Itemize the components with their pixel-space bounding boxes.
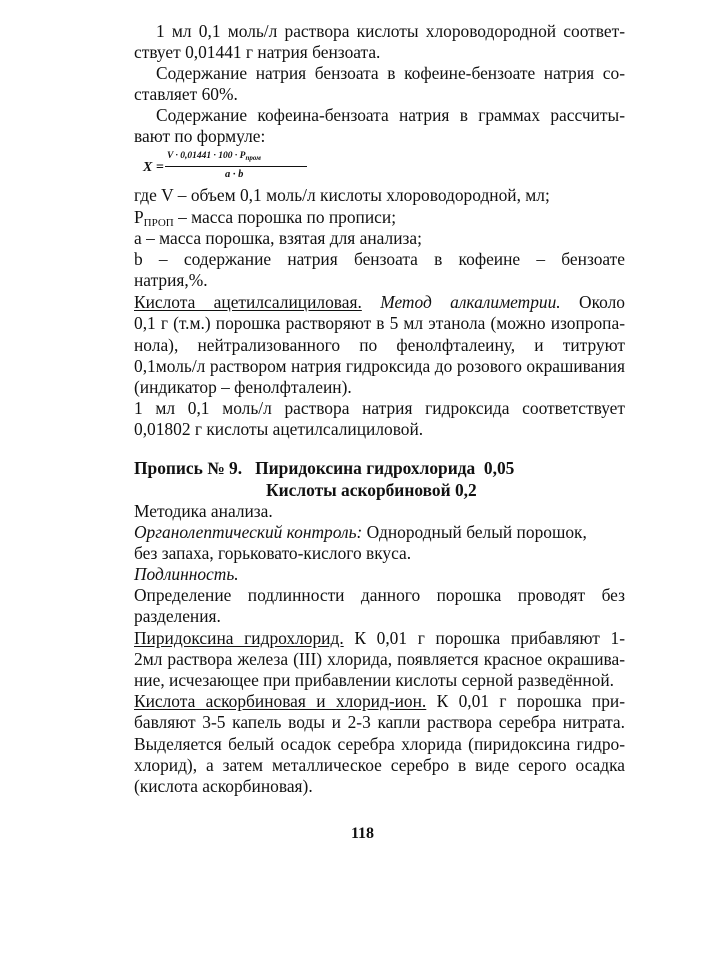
- recipe-heading-2: Кислоты аскорбиновой 0,2: [266, 480, 477, 500]
- organoleptic-line: Органолептический контроль: Однородный белый порошок,: [134, 522, 587, 542]
- paragraph-line: ставляет 60%.: [134, 84, 238, 104]
- formula-lhs: X =: [143, 160, 164, 175]
- authenticity-heading: Подлинность.: [134, 564, 239, 584]
- benzoate-formula: [143, 151, 323, 187]
- analysis-method: Методика анализа.: [134, 501, 273, 521]
- definition-b: b – содержание натрия бензоата в кофеине – бензоате: [134, 249, 625, 269]
- definition-b-cont: натрия,%.: [134, 270, 208, 290]
- definition-a: а – масса порошка, взятая для анализа;: [134, 228, 422, 248]
- acetyl-title: Кислота ацетилсалициловая.: [134, 292, 362, 312]
- paragraph-line: Выделяется белый осадок серебра хлорида (пиридоксина гидро-: [134, 734, 625, 754]
- formula-numerator: $V \cdot 0,01441 \cdot 100 \cdot P_{пром}$: [167, 151, 261, 162]
- paragraph-line: 1 мл 0,1 моль/л раствора натрия гидроксида соответствует: [134, 398, 625, 418]
- acetyl-method: Метод алкалиметрии.: [380, 292, 561, 312]
- acetyl-heading-line: Кислота ацетилсалициловая. Метод алкалиметрии. Около: [134, 292, 625, 312]
- paragraph-line: 2мл раствора железа (III) хлорида, появляется красное окрашива-: [134, 649, 625, 669]
- definition-p: $P_{ПРОП}$ – масса порошка по прописи;: [134, 207, 397, 229]
- paragraph-line: 0,1 г (т.м.) порошка растворяют в 5 мл этанола (можно изопропа-: [134, 313, 625, 333]
- paragraph-line: 1 мл 0,1 моль/л раствора кислоты хлороводородной соответ-: [156, 21, 625, 41]
- definition-v: где V – объем 0,1 моль/л кислоты хлороводородной, мл;: [134, 185, 550, 205]
- paragraph-line: без запаха, горьковато-кислого вкуса.: [134, 543, 412, 563]
- ascorbic-title: Кислота аскорбиновая и хлорид-ион.: [134, 691, 427, 711]
- paragraph-line: ние, исчезающее при прибавлении кислоты серной разведённой.: [134, 670, 614, 690]
- paragraph-line: (индикатор – фенолфталеин).: [134, 377, 352, 397]
- paragraph-line: вают по формуле:: [134, 126, 266, 146]
- pyridoxine-title: Пиридоксина гидрохлорид.: [134, 628, 344, 648]
- paragraph-line: 0,1моль/л раствором натрия гидроксида до розового окрашивания: [134, 356, 625, 376]
- paragraph-line: хлорид), а затем металлическое серебро в виде серого осадка: [134, 755, 625, 775]
- paragraph-line: Содержание натрия бензоата в кофеине-бензоате натрия со-: [156, 63, 625, 83]
- paragraph-line: ствует 0,01441 г натрия бензоата.: [134, 42, 381, 62]
- pyridoxine-line: Пиридоксина гидрохлорид. К 0,01 г порошка прибавляют 1-: [134, 628, 625, 648]
- paragraph-line: 0,01802 г кислоты ацетилсалициловой.: [134, 419, 424, 439]
- paragraph-line: бавляют 3-5 капель воды и 2-3 капли раствора серебра нитрата.: [134, 712, 625, 732]
- recipe-heading: Пропись № 9. Пиридоксина гидрохлорида 0,05: [134, 458, 515, 478]
- paragraph-line: (кислота аскорбиновая).: [134, 776, 313, 796]
- paragraph-line: нола), нейтрализованного по фенолфталеину, и титруют: [134, 335, 625, 355]
- fraction-bar: [165, 166, 307, 167]
- ascorbic-line: Кислота аскорбиновая и хлорид-ион. К 0,01 г порошка при-: [134, 691, 625, 711]
- page-number: 118: [350, 825, 375, 842]
- paragraph-line: разделения.: [134, 606, 221, 626]
- paragraph-line: Определение подлинности данного порошка проводят без: [134, 585, 625, 605]
- formula-denominator: a · b: [225, 169, 244, 180]
- paragraph-line: Содержание кофеина-бензоата натрия в граммах рассчиты-: [156, 105, 625, 125]
